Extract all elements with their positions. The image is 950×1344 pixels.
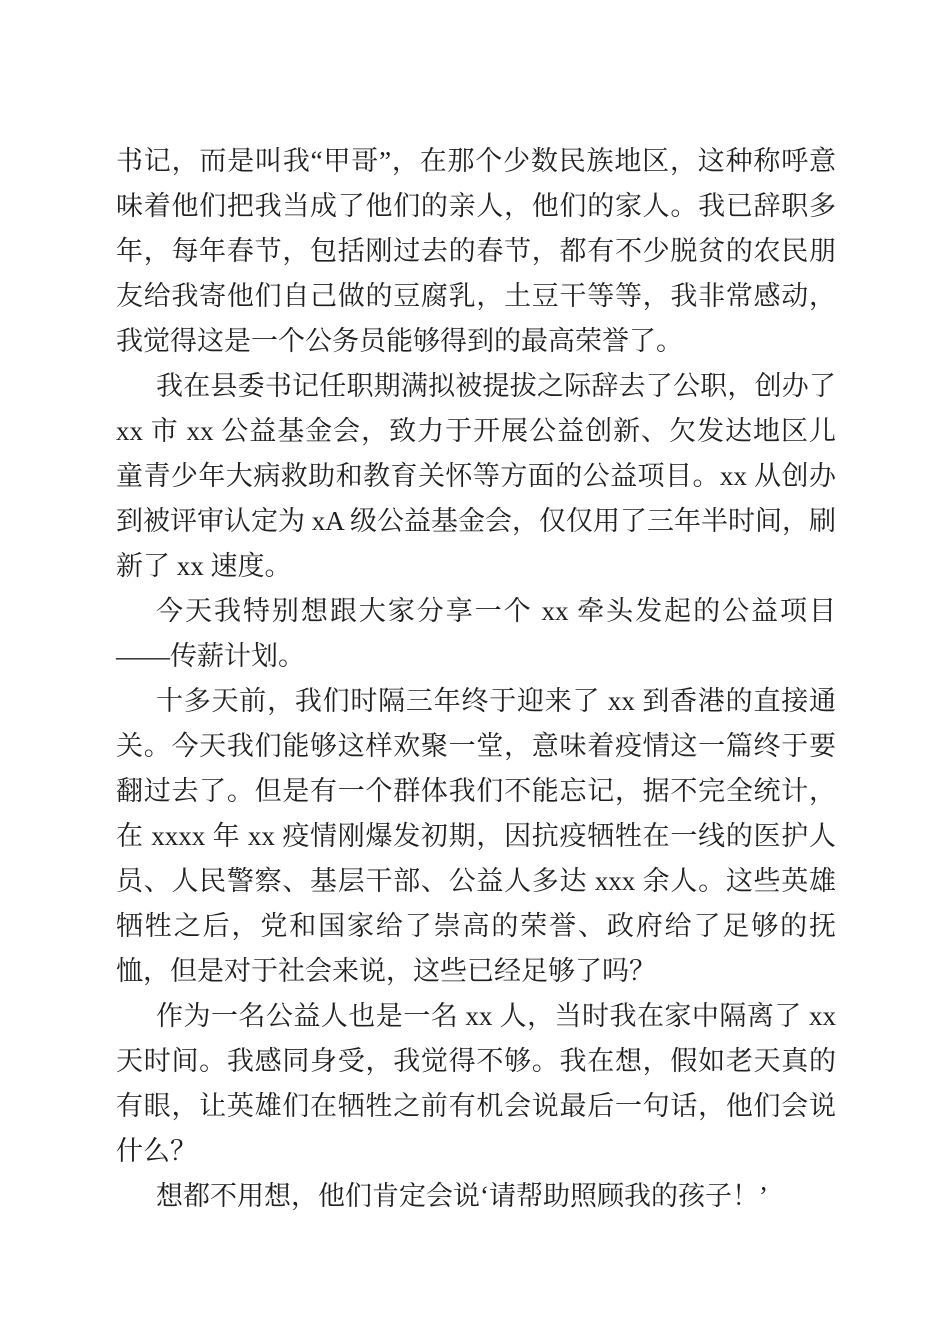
paragraph: 想都不用想，他们肯定会说‘请帮助照顾我的孩子！’ (156, 1181, 768, 1211)
paragraph: 今天我特别想跟大家分享一个 xx 牵头发起的公益项目——传薪计划。 (116, 596, 836, 671)
paragraph: 十多天前，我们时隔三年终于迎来了 xx 到香港的直接通关。今天我们能够这样欢聚一堂，意味着疫情这一篇终于要翻过去了。但是有一个群体我们不能忘记，据不完全统计，在 xxxx 年 xx 疫情刚爆发初期，因抗疫牺牲在一线的医护人员、人民警察、基层干部、公益人多达 xxx 余人。这些英雄牺牲之后，党和国家给了崇高的荣誉、政府给了足够的抚恤，但是对于社会来说，这些已经足够了吗？ (116, 686, 836, 986)
paragraph: 作为一名公益人也是一名 xx 人，当时我在家中隔离了 xx 天时间。我感同身受，我觉得不够。我在想，假如老天真的有眼，让英雄们在牺牲之前有机会说最后一句话，他们会说什么？ (116, 1001, 836, 1166)
paragraph: 我在县委书记任职期满拟被提拔之际辞去了公职，创办了 xx 市 xx 公益基金会，致力于开展公益创新、欠发达地区儿童青少年大病救助和教育关怀等方面的公益项目。xx 从创办到被评审认定为 xA 级公益基金会，仅仅用了三年半时间，刷新了 xx 速度。 (116, 371, 837, 581)
document-body (116, 139, 836, 1219)
paragraph: 书记，而是叫我“甲哥”，在那个少数民族地区，这种称呼意味着他们把我当成了他们的亲人，他们的家人。我已辞职多年，每年春节，包括刚过去的春节，都有不少脱贫的农民朋友给我寄他们自己做的豆腐乳，土豆干等等，我非常感动，我觉得这是一个公务员能够得到的最高荣誉了。 (116, 146, 836, 356)
